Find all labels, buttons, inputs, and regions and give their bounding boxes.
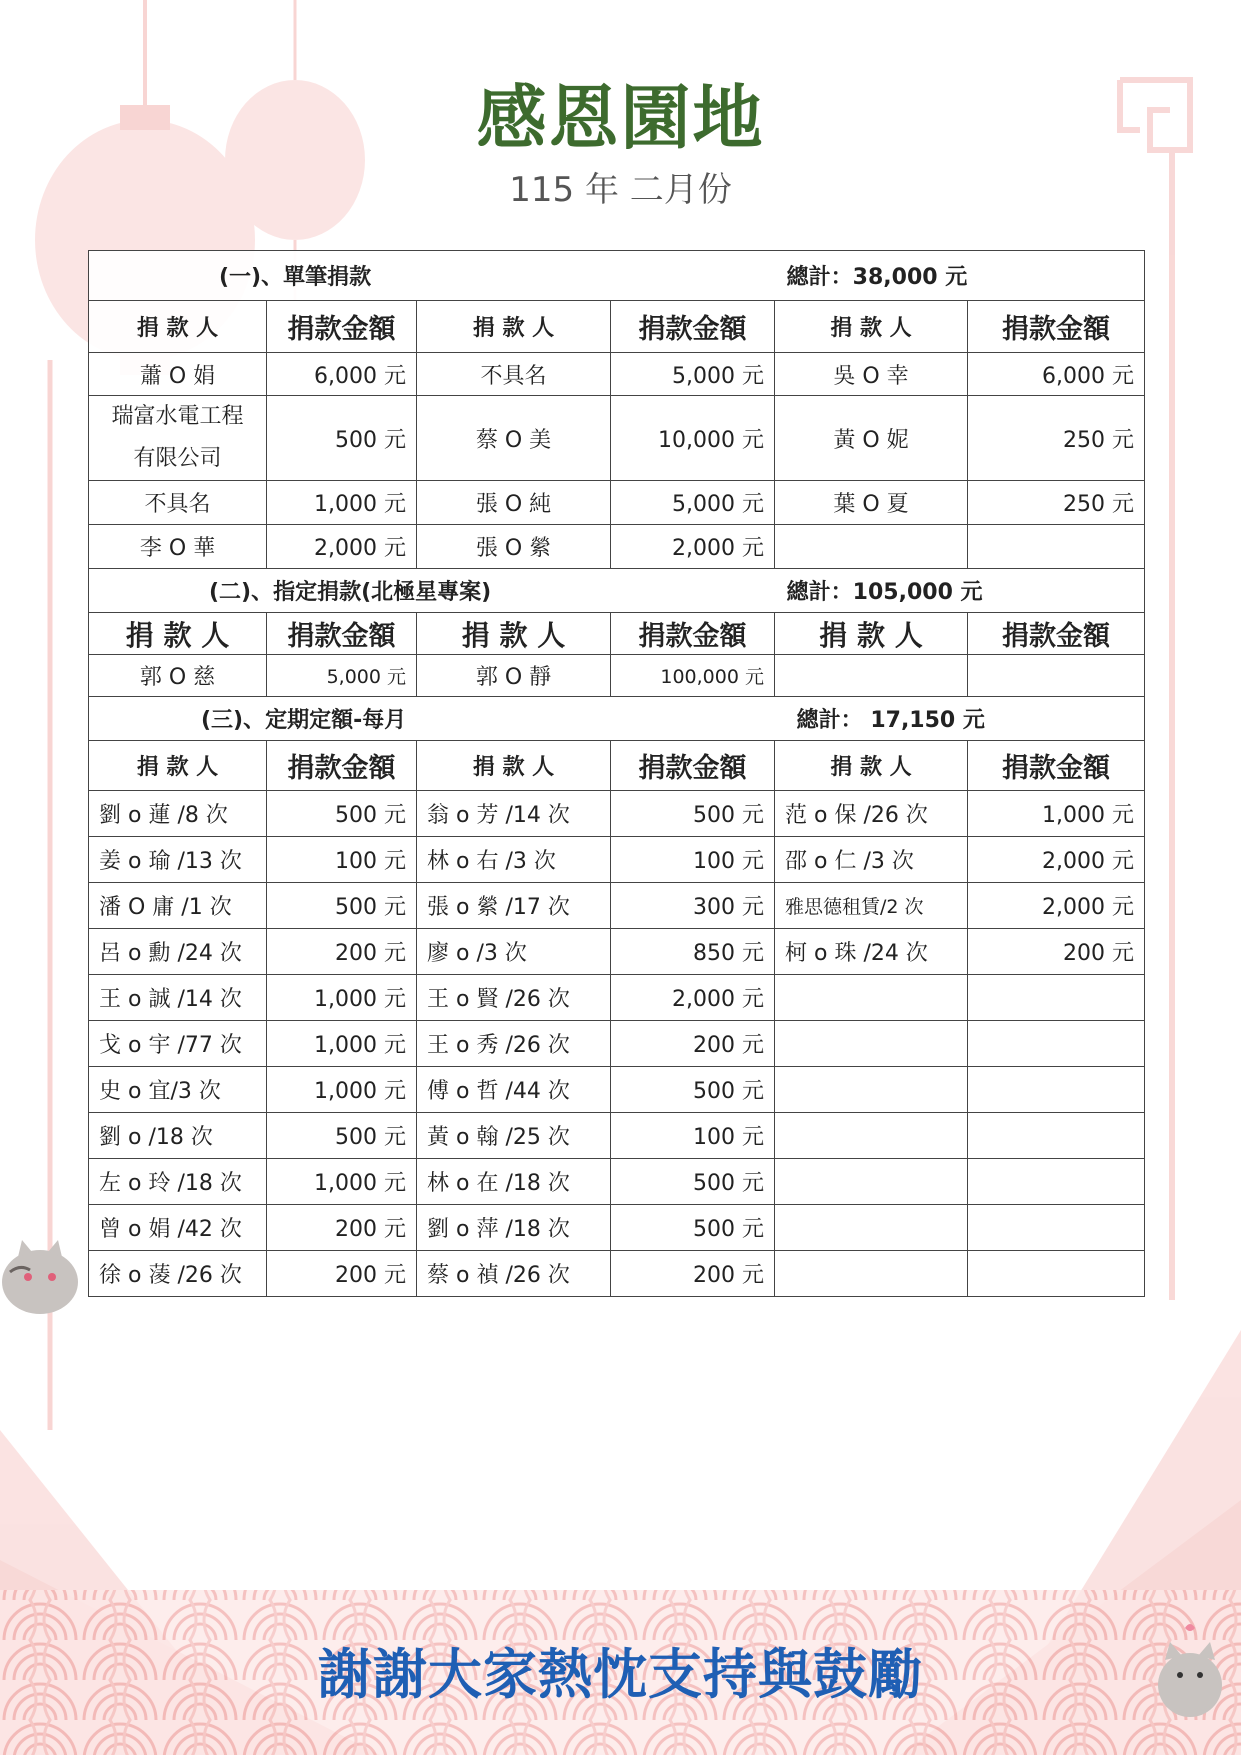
donation-amount: 1,000 元 (267, 481, 417, 525)
section-total: 總計： 17,150 元 (796, 708, 985, 733)
donor-name: 左 o 玲 /18 次 (89, 1159, 267, 1205)
table-row (89, 929, 1145, 975)
donation-amount: 500 元 (267, 1113, 417, 1159)
column-header-donor: 捐 款 人 (89, 613, 267, 655)
donor-name: 張 O 純 (417, 481, 611, 525)
donor-name: 蕭 O 娟 (89, 353, 267, 396)
table-row (89, 1205, 1145, 1251)
donor-name: 潘 O 庸 /1 次 (89, 883, 267, 929)
donor-name: 廖 o /3 次 (417, 929, 611, 975)
donor-name (775, 525, 968, 569)
table-row (89, 837, 1145, 883)
donor-name: 瑞富水電工程 有限公司 (89, 396, 267, 481)
section-title: (三)、定期定額-每月 (201, 708, 407, 733)
column-header-row (89, 741, 1145, 791)
donation-amount: 100,000 元 (611, 655, 775, 697)
donor-name: 林 o 在 /18 次 (417, 1159, 611, 1205)
donation-amount: 2,000 元 (611, 975, 775, 1021)
donor-name: 吳 O 幸 (775, 353, 968, 396)
donor-name: 王 o 賢 /26 次 (417, 975, 611, 1021)
donor-name: 雅思德租賃/2 次 (775, 883, 968, 929)
donor-name: 不具名 (89, 481, 267, 525)
donation-amount: 6,000 元 (968, 353, 1145, 396)
donor-name: 劉 o 蓮 /8 次 (89, 791, 267, 837)
donor-name: 林 o 右 /3 次 (417, 837, 611, 883)
donation-amount (968, 525, 1145, 569)
donation-amount (968, 975, 1145, 1021)
table-row (89, 975, 1145, 1021)
donor-name: 李 O 華 (89, 525, 267, 569)
donation-amount: 200 元 (267, 1251, 417, 1297)
donation-amount (968, 1021, 1145, 1067)
column-header-amount: 捐款金額 (267, 741, 417, 791)
donor-name: 王 o 誠 /14 次 (89, 975, 267, 1021)
column-header-amount: 捐款金額 (611, 741, 775, 791)
thank-you-footer: 謝謝大家熱忱支持與鼓勵 (318, 1643, 923, 1706)
section-title: (一)、單筆捐款 (219, 265, 372, 290)
donation-amount: 2,000 元 (267, 525, 417, 569)
column-header-row (89, 301, 1145, 353)
donation-amount: 5,000 元 (611, 353, 775, 396)
donation-amount: 250 元 (968, 396, 1145, 481)
donor-name: 王 o 秀 /26 次 (417, 1021, 611, 1067)
donor-name: 黃 O 妮 (775, 396, 968, 481)
donor-name: 范 o 保 /26 次 (775, 791, 968, 837)
donation-amount: 500 元 (611, 1159, 775, 1205)
donor-name: 邵 o 仁 /3 次 (775, 837, 968, 883)
donation-amount: 1,000 元 (968, 791, 1145, 837)
donor-name (775, 1113, 968, 1159)
column-header-amount: 捐款金額 (968, 301, 1145, 353)
donation-amount (968, 1205, 1145, 1251)
donation-amount: 200 元 (267, 1205, 417, 1251)
donation-amount: 850 元 (611, 929, 775, 975)
section-header (89, 251, 1145, 301)
page-title: 感恩園地 (476, 76, 765, 159)
donation-amount: 1,000 元 (267, 1159, 417, 1205)
column-header-amount: 捐款金額 (968, 613, 1145, 655)
donor-name (775, 1205, 968, 1251)
donation-table (88, 250, 1145, 1297)
table-row (89, 1159, 1145, 1205)
donation-amount: 5,000 元 (267, 655, 417, 697)
donor-name: 呂 o 勳 /24 次 (89, 929, 267, 975)
donation-amount: 1,000 元 (267, 1067, 417, 1113)
donor-name (775, 655, 968, 697)
donor-name: 史 o 宜/3 次 (89, 1067, 267, 1113)
donor-name: 戈 o 宇 /77 次 (89, 1021, 267, 1067)
column-header-amount: 捐款金額 (267, 613, 417, 655)
donation-amount: 10,000 元 (611, 396, 775, 481)
donation-amount: 1,000 元 (267, 1021, 417, 1067)
donor-name: 張 o 縈 /17 次 (417, 883, 611, 929)
donation-amount: 5,000 元 (611, 481, 775, 525)
donor-name: 不具名 (417, 353, 611, 396)
donor-name: 徐 o 蓤 /26 次 (89, 1251, 267, 1297)
donor-name: 葉 O 夏 (775, 481, 968, 525)
donor-name: 劉 o 萍 /18 次 (417, 1205, 611, 1251)
donation-amount (968, 1113, 1145, 1159)
column-header-donor: 捐 款 人 (89, 741, 267, 791)
donation-amount: 500 元 (611, 1067, 775, 1113)
table-row (89, 481, 1145, 525)
donor-name: 柯 o 珠 /24 次 (775, 929, 968, 975)
table-row (89, 655, 1145, 697)
donation-amount (968, 655, 1145, 697)
donation-amount: 200 元 (611, 1251, 775, 1297)
donation-amount: 1,000 元 (267, 975, 417, 1021)
table-row (89, 396, 1145, 481)
donation-amount (968, 1251, 1145, 1297)
donor-name: 翁 o 芳 /14 次 (417, 791, 611, 837)
page-subtitle: 115 年 二月份 (509, 170, 732, 210)
table-row (89, 525, 1145, 569)
donor-name: 劉 o /18 次 (89, 1113, 267, 1159)
column-header-amount: 捐款金額 (267, 301, 417, 353)
table-row (89, 1021, 1145, 1067)
donor-name: 蔡 O 美 (417, 396, 611, 481)
donation-amount: 200 元 (267, 929, 417, 975)
donor-name (775, 1021, 968, 1067)
table-row (89, 1251, 1145, 1297)
donation-amount: 250 元 (968, 481, 1145, 525)
donation-amount: 500 元 (267, 883, 417, 929)
table-row (89, 1113, 1145, 1159)
donation-amount: 500 元 (267, 396, 417, 481)
table-row (89, 883, 1145, 929)
table-row (89, 1067, 1145, 1113)
column-header-donor: 捐 款 人 (417, 301, 611, 353)
section-total: 總計：105,000 元 (786, 580, 983, 605)
column-header-amount: 捐款金額 (611, 301, 775, 353)
donor-name: 曾 o 娟 /42 次 (89, 1205, 267, 1251)
donor-name (775, 975, 968, 1021)
table-row (89, 791, 1145, 837)
donation-amount: 100 元 (611, 837, 775, 883)
column-header-donor: 捐 款 人 (775, 613, 968, 655)
donor-name: 黃 o 翰 /25 次 (417, 1113, 611, 1159)
donation-amount (968, 1159, 1145, 1205)
donation-amount: 6,000 元 (267, 353, 417, 396)
donation-amount: 500 元 (267, 791, 417, 837)
section-header (89, 697, 1145, 741)
column-header-donor: 捐 款 人 (417, 741, 611, 791)
column-header-donor: 捐 款 人 (775, 741, 968, 791)
donor-name (775, 1251, 968, 1297)
donation-amount: 2,000 元 (968, 883, 1145, 929)
donation-amount: 2,000 元 (968, 837, 1145, 883)
column-header-donor: 捐 款 人 (417, 613, 611, 655)
column-header-donor: 捐 款 人 (89, 301, 267, 353)
column-header-amount: 捐款金額 (611, 613, 775, 655)
donation-amount: 500 元 (611, 791, 775, 837)
donation-amount: 100 元 (611, 1113, 775, 1159)
column-header-amount: 捐款金額 (968, 741, 1145, 791)
donation-amount: 300 元 (611, 883, 775, 929)
donor-name (775, 1067, 968, 1113)
donation-amount: 200 元 (968, 929, 1145, 975)
column-header-donor: 捐 款 人 (775, 301, 968, 353)
donor-name (775, 1159, 968, 1205)
donor-name: 蔡 o 禎 /26 次 (417, 1251, 611, 1297)
donor-name: 傅 o 哲 /44 次 (417, 1067, 611, 1113)
donation-amount: 500 元 (611, 1205, 775, 1251)
donation-amount: 200 元 (611, 1021, 775, 1067)
section-total: 總計：38,000 元 (786, 265, 968, 290)
donor-name: 姜 o 瑜 /13 次 (89, 837, 267, 883)
recurring-donations-body (89, 791, 1145, 1297)
donor-name: 郭 O 慈 (89, 655, 267, 697)
donor-name: 郭 O 靜 (417, 655, 611, 697)
table-row (89, 353, 1145, 396)
column-header-row (89, 613, 1145, 655)
donation-amount (968, 1067, 1145, 1113)
section-header (89, 569, 1145, 613)
donation-amount: 2,000 元 (611, 525, 775, 569)
donor-name: 張 O 縈 (417, 525, 611, 569)
pusheen-cat-icon (0, 1232, 80, 1322)
section-title: (二)、指定捐款(北極星專案) (209, 580, 492, 605)
donation-amount: 100 元 (267, 837, 417, 883)
